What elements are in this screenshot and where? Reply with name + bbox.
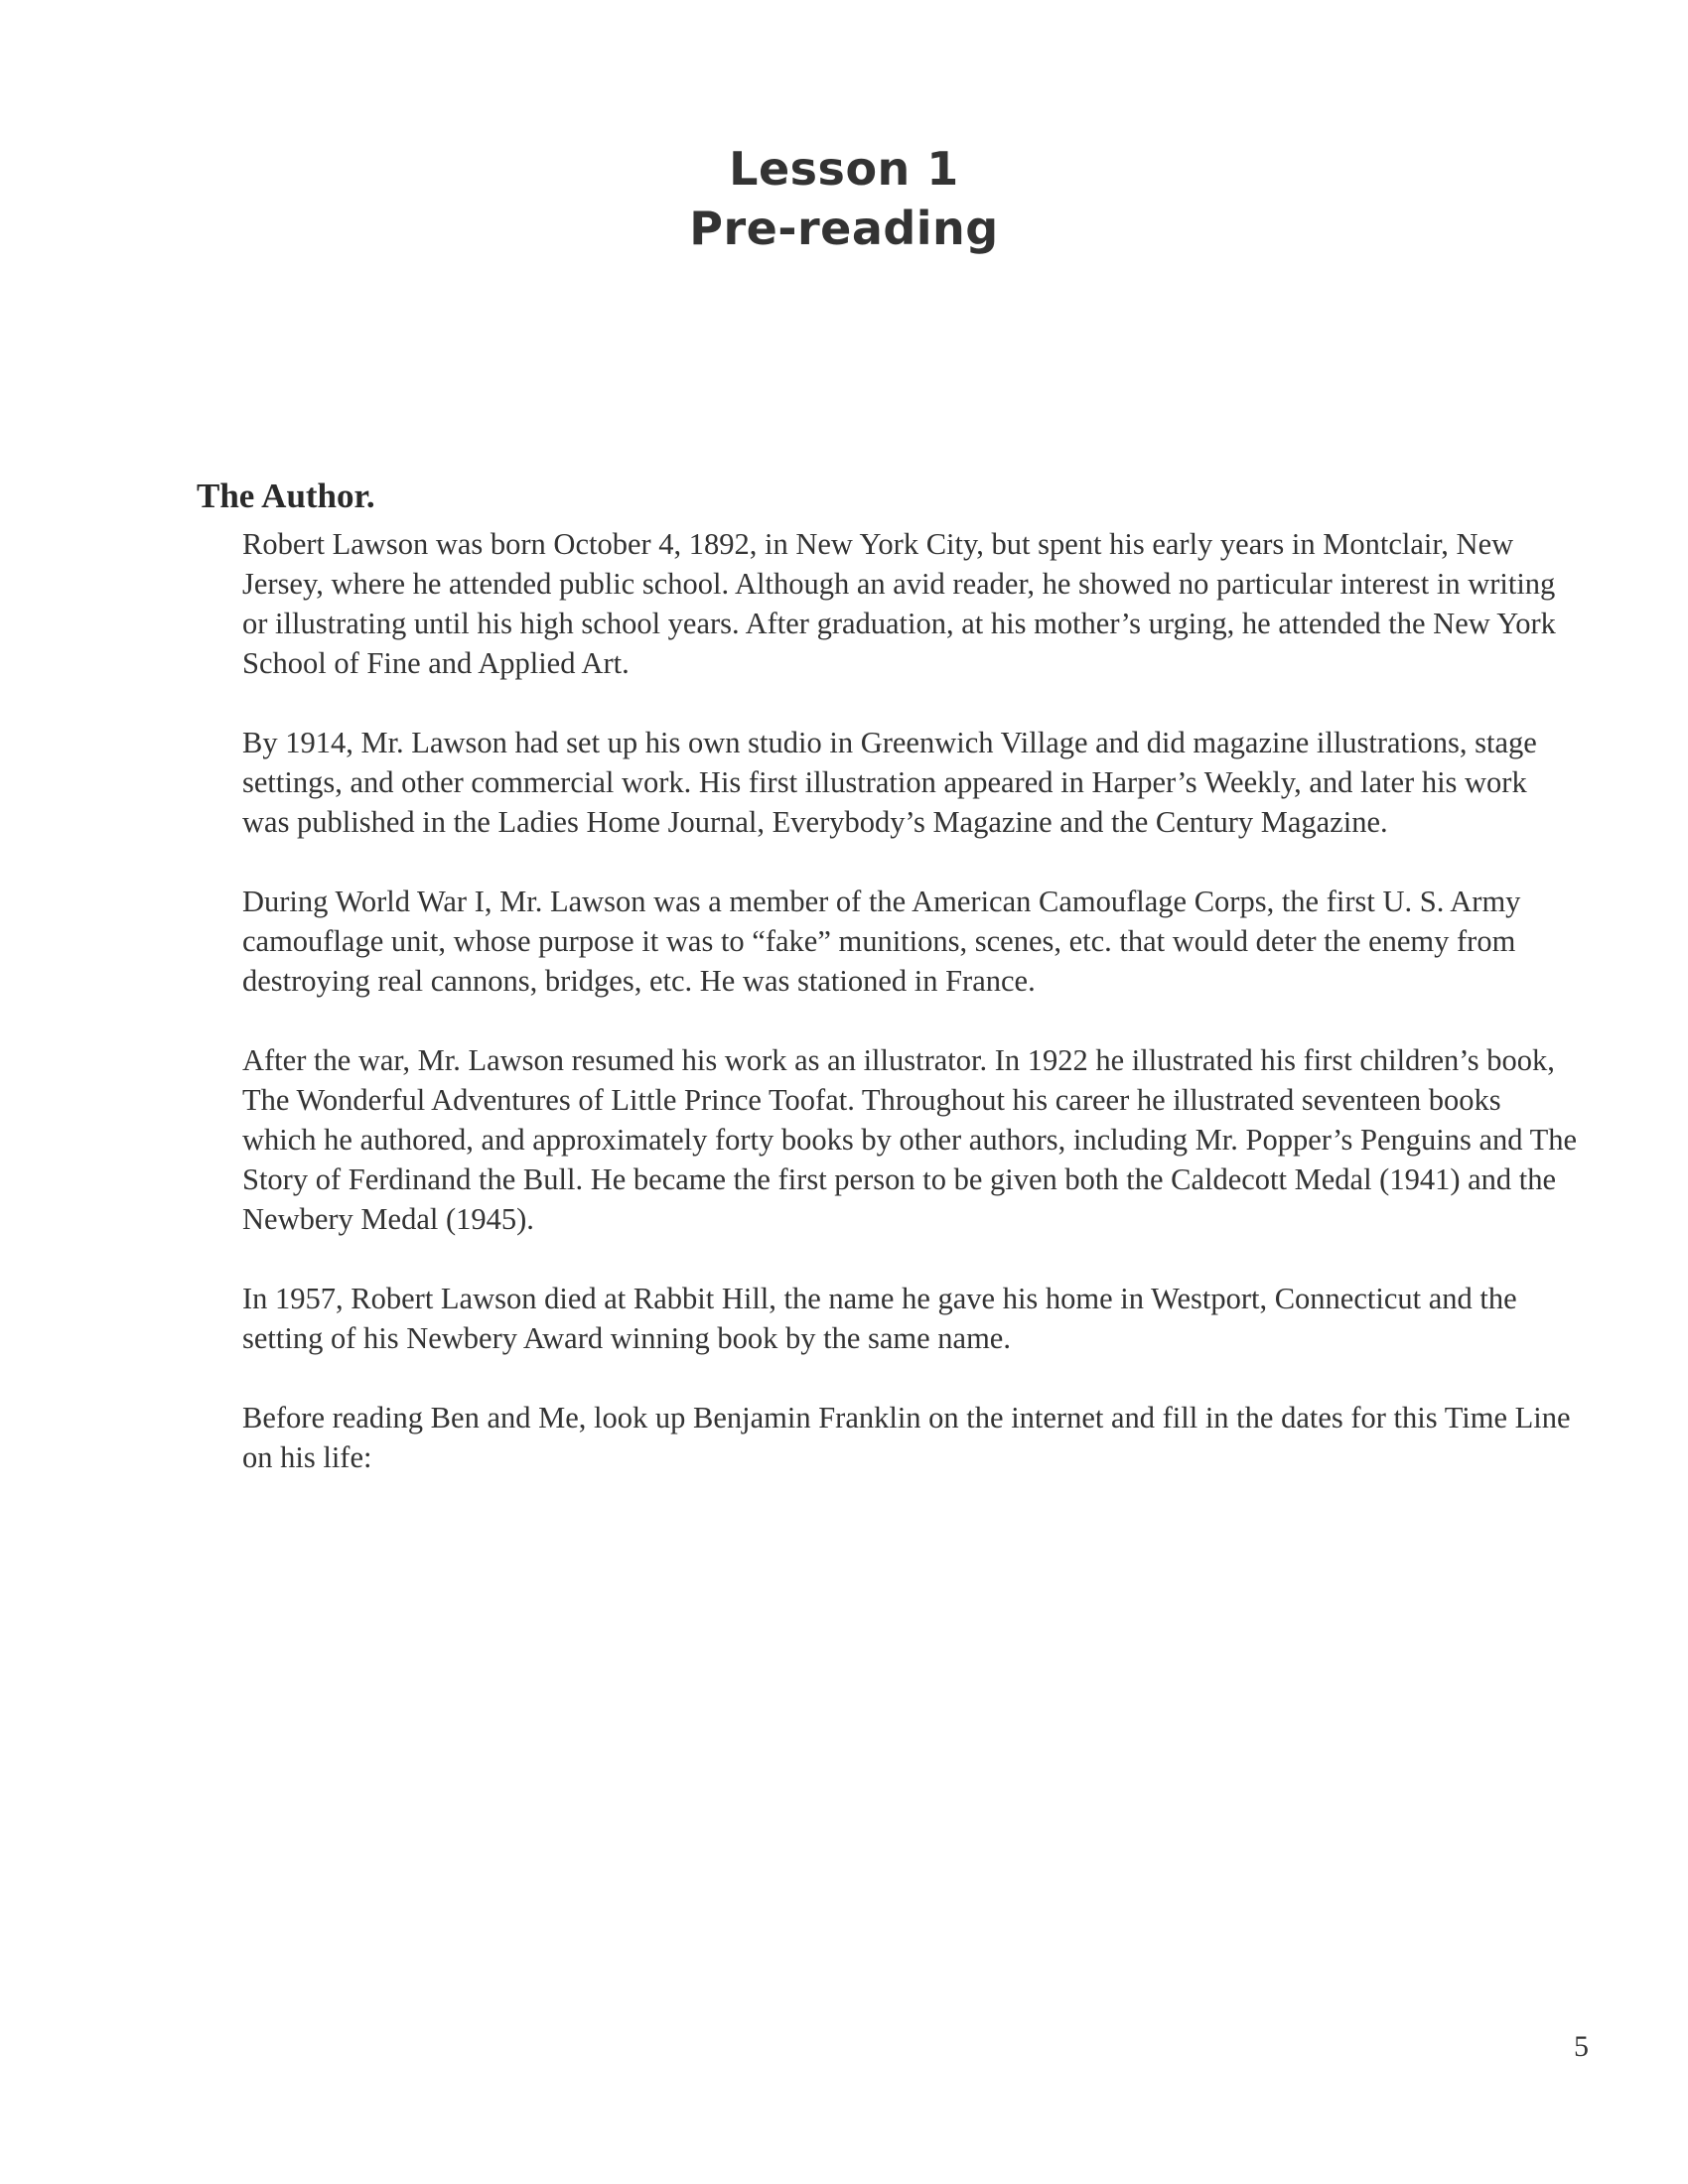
paragraph-death: In 1957, Robert Lawson died at Rabbit Hill, the name he gave his home in Westport, Connecticut and the setting of his Newbery Award winning book by the same name. [242,1282,1517,1355]
paragraph-studio: By 1914, Mr. Lawson had set up his own studio in Greenwich Village and did magazine illustrations, stage settings, and other commercial work. His first illustration appeared in Harper’s Weekly, and later his work was published in the Ladies Home Journal, Everybody’s Magazine and the Century Magazine. [242,726,1537,839]
paragraph-birth: Robert Lawson was born October 4, 1892, in New York City, but spent his early years in Montclair, New Jersey, where he attended public school. Although an avid reader, he showed no particular interest in writing or illustrating until his high school years. After graduation, at his mother’s urging, he attended the New York School of Fine and Applied Art. [242,527,1556,680]
author-biography [242,524,1578,1517]
page-number: 5 [1574,2030,1589,2063]
paragraph-war: During World War I, Mr. Lawson was a member of the American Camouflage Corps, the first U. S. Army camouflage unit, whose purpose it was to “fake” munitions, scenes, etc. that would deter the enemy from destroying real cannons, bridges, etc. He was stationed in France. [242,885,1521,998]
paragraph-career: After the war, Mr. Lawson resumed his work as an illustrator. In 1922 he illustrated his first children’s book, The Wonderful Adventures of Little Prince Toofat. Throughout his career he illustrated seventeen books which he authored, and approximately forty books by other authors, including Mr. Popper’s Penguins and The Story of Ferdinand the Bull. He became the first person to be given both the Caldecott Medal (1941) and the Newbery Medal (1945). [242,1043,1578,1236]
section-heading: The Author. [197,477,375,515]
lesson-title: Lesson 1 [729,142,959,196]
page-title [0,139,1688,258]
lesson-subtitle: Pre-reading [689,202,999,255]
paragraph-timeline-instruction: Before reading Ben and Me, look up Benjamin Franklin on the internet and fill in the dates for this Time Line on his life: [242,1401,1571,1474]
